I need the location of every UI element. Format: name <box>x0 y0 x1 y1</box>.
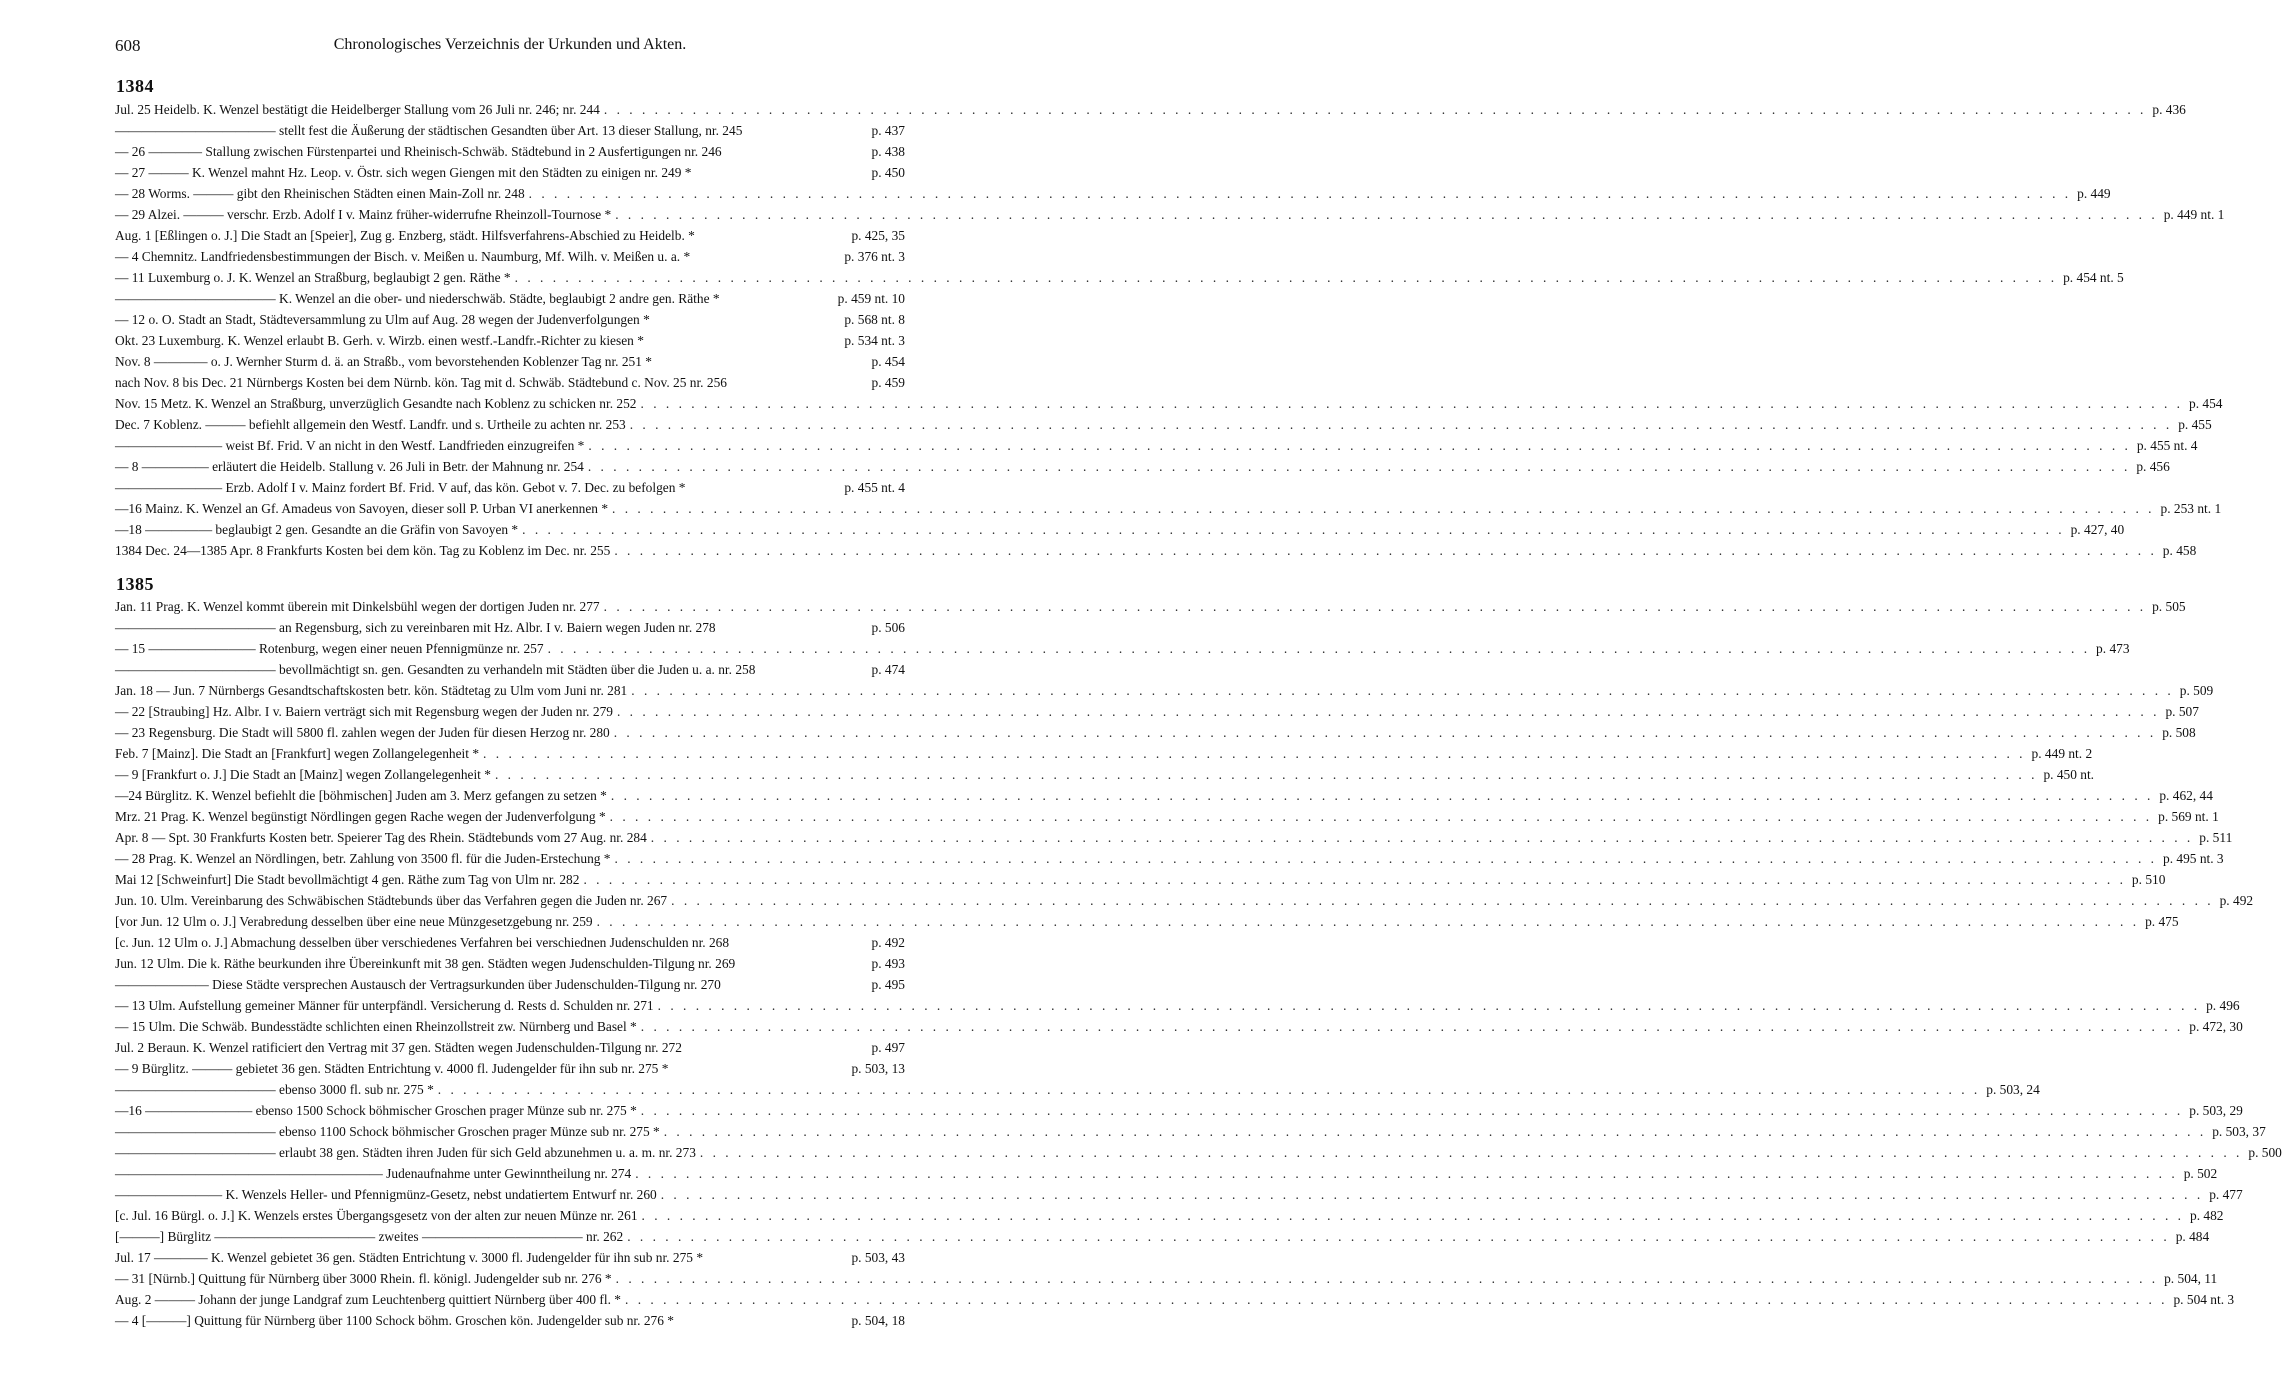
entry-text: ———————— weist Bf. Frid. V an nicht in den Westf. Landfrieden einzugreifen * <box>115 438 585 453</box>
year-heading: 1385 <box>116 574 154 594</box>
entry-line <box>115 456 2170 477</box>
page-reference: p. 253 nt. 1 <box>2160 501 2222 516</box>
entry-line <box>115 1100 2243 1121</box>
entry-text: ———————————— stellt fest die Äußerung der städtischen Gesandten über Art. 13 dieser Stallung, nr. 245 <box>115 123 743 138</box>
page-reference: p. 509 <box>2179 683 2214 698</box>
dot-leader <box>627 680 2173 701</box>
entry-line <box>115 743 2093 764</box>
dot-leader <box>667 890 2213 911</box>
dot-leader <box>638 1205 2184 1226</box>
page-reference: p. 495 <box>871 977 905 992</box>
page-reference: p. 449 <box>2077 186 2111 201</box>
page-reference: p. 493 <box>871 956 905 971</box>
page-number: 608 <box>115 36 141 55</box>
year-heading: 1384 <box>116 76 154 96</box>
entry-text: nach Nov. 8 bis Dec. 21 Nürnbergs Kosten bei dem Nürnb. kön. Tag mit d. Schwäb. Städtebund c. Nov. 25 nr. 256 <box>115 375 727 390</box>
entry-line <box>115 1226 2210 1247</box>
entry-line <box>115 932 905 953</box>
entry-text: — 12 o. O. Stadt an Stadt, Städteversammlung zu Ulm auf Aug. 28 wegen der Judenverfolgungen * <box>115 312 650 327</box>
entry-text: ———————————— ebenso 3000 fl. sub nr. 275 * <box>115 1082 434 1097</box>
dot-leader <box>579 869 2125 890</box>
entry-line <box>115 1163 2218 1184</box>
entry-text: Jul. 2 Beraun. K. Wenzel ratificiert den Vertrag mit 37 gen. Städten wegen Judenschulden-Tilgung nr. 272 <box>115 1040 682 1055</box>
entry-line <box>115 141 905 162</box>
dot-leader <box>491 764 2037 785</box>
entry-line <box>115 1121 2266 1142</box>
dot-leader <box>621 1289 2167 1310</box>
dot-leader <box>626 414 2172 435</box>
entry-text: — 13 Ulm. Aufstellung gemeiner Männer für unterpfändl. Versicherung d. Rests d. Schulden nr. 271 <box>115 998 654 1013</box>
entry-line <box>115 204 2225 225</box>
entry-line <box>115 288 905 309</box>
entry-line <box>115 1184 2243 1205</box>
entry-text: Jul. 25 Heidelb. K. Wenzel bestätigt die Heidelberger Stallung vom 26 Juli nr. 246; nr. 244 <box>115 102 600 117</box>
entry-line <box>115 638 2130 659</box>
entry-line <box>115 722 2196 743</box>
page-reference: p. 507 <box>2165 704 2199 719</box>
page-reference: p. 504 nt. 3 <box>2173 1292 2235 1307</box>
page-reference: p. 510 <box>2131 872 2166 887</box>
entry-text: Okt. 23 Luxemburg. K. Wenzel erlaubt B. Gerh. v. Wirzb. einen westf.-Landfr.-Richter zu kiesen * <box>115 333 644 348</box>
page-reference: p. 503, 43 <box>851 1250 905 1265</box>
entry-line <box>115 1268 2218 1289</box>
page-reference: p. 504, 18 <box>851 1313 905 1328</box>
entry-text: [c. Jul. 16 Bürgl. o. J.] K. Wenzels erstes Übergangsgesetz von der alten zur neuen Münze nr. 261 <box>115 1208 638 1223</box>
entry-line <box>115 1289 2235 1310</box>
page-reference: p. 455 nt. 4 <box>2136 438 2198 453</box>
entry-list <box>115 99 2225 561</box>
entry-text: Nov. 15 Metz. K. Wenzel an Straßburg, unverzüglich Gesandte nach Koblenz zu schicken nr. 252 <box>115 396 637 411</box>
entry-text: Feb. 7 [Mainz]. Die Stadt an [Frankfurt] wegen Zollangelegenheit * <box>115 746 480 761</box>
entry-line <box>115 351 905 372</box>
entry-text: —16 Mainz. K. Wenzel an Gf. Amadeus von Savoyen, dieser soll P. Urban VI anerkennen * <box>115 501 609 516</box>
entry-line <box>115 596 2186 617</box>
entry-text: — 31 [Nürnb.] Quittung für Nürnberg über 3000 Rhein. fl. königl. Judengelder sub nr. 276 * <box>115 1271 612 1286</box>
entry-line <box>115 267 2124 288</box>
entry-line <box>115 1310 905 1331</box>
entry-line <box>115 414 2212 435</box>
entry-line <box>115 393 2223 414</box>
dot-leader <box>613 701 2159 722</box>
entry-text: — 4 [———] Quittung für Nürnberg über 1100 Schock böhm. Groschen kön. Judengelder sub nr. 276 * <box>115 1313 674 1328</box>
page-reference: p. 474 <box>871 662 905 677</box>
page-reference: p. 454 nt. 5 <box>2063 270 2124 285</box>
page-reference: p. 472, 30 <box>2189 1019 2243 1034</box>
page-reference: p. 569 nt. 1 <box>2158 809 2219 824</box>
page-reference: p. 459 nt. 10 <box>837 291 905 306</box>
entry-line <box>115 764 2095 785</box>
entry-line <box>115 1142 2282 1163</box>
entry-text: — 11 Luxemburg o. J. K. Wenzel an Straßburg, beglaubigt 2 gen. Räthe * <box>115 270 511 285</box>
entry-text: Jan. 18 — Jun. 7 Nürnbergs Gesandtschaftskosten betr. kön. Städtetag zu Ulm vom Juni nr. 281 <box>115 683 628 698</box>
entry-line <box>115 1205 2224 1226</box>
entry-text: — 9 [Frankfurt o. J.] Die Stadt an [Mainz] wegen Zollangelegenheit * <box>115 767 491 782</box>
dot-leader <box>696 1142 2242 1163</box>
entry-line <box>115 1247 905 1268</box>
entry-line <box>115 372 905 393</box>
entry-line <box>115 1037 905 1058</box>
page-reference: p. 492 <box>2219 893 2254 908</box>
dot-leader <box>593 911 2139 932</box>
dot-leader <box>654 995 2200 1016</box>
entry-line <box>115 1079 2040 1100</box>
page-reference: p. 568 nt. 8 <box>844 312 905 327</box>
entry-text: — 4 Chemnitz. Landfriedensbestimmungen der Bisch. v. Meißen u. Naumburg, Mf. Wilh. v. Meißen u. a. * <box>115 249 691 264</box>
entry-line <box>115 890 2254 911</box>
entry-line <box>115 477 905 498</box>
entry-line <box>115 680 2214 701</box>
page-reference: p. 475 <box>2145 914 2179 929</box>
page-reference: p. 462, 44 <box>2159 788 2213 803</box>
entry-text: Aug. 1 [Eßlingen o. J.] Die Stadt an [Speier], Zug g. Enzberg, städt. Hilfsverfahrens-Abschied zu Heidelb. * <box>115 228 695 243</box>
dot-leader <box>637 1016 2183 1037</box>
entry-line <box>115 540 2197 561</box>
page-reference: p. 502 <box>2183 1166 2218 1181</box>
entry-text: —24 Bürglitz. K. Wenzel befiehlt die [böhmischen] Juden am 3. Merz gefangen zu setzen * <box>115 788 607 803</box>
entry-text: ———————— Erzb. Adolf I v. Mainz fordert Bf. Frid. V auf, das kön. Gebot v. 7. Dec. zu befolgen * <box>115 480 686 495</box>
entry-line <box>115 974 905 995</box>
dot-leader <box>637 1100 2183 1121</box>
page-reference: p. 534 nt. 3 <box>844 333 905 348</box>
entry-text: ———————————————————— Judenaufnahme unter Gewinntheilung nr. 274 <box>115 1166 632 1181</box>
entry-text: — 28 Worms. ——— gibt den Rheinischen Städten einen Main-Zoll nr. 248 <box>115 186 525 201</box>
entry-line <box>115 701 2199 722</box>
dot-leader <box>623 1226 2169 1247</box>
page-reference: p. 454 <box>871 354 905 369</box>
dot-leader <box>631 1163 2177 1184</box>
page-reference: p. 437 <box>871 123 905 138</box>
entry-line <box>115 1058 905 1079</box>
entry-text: Apr. 8 — Spt. 30 Frankfurts Kosten betr. Speierer Tag des Rhein. Städtebunds vom 27 Aug. nr. 284 <box>115 830 647 845</box>
entry-line <box>115 246 905 267</box>
dot-leader <box>600 99 2146 120</box>
page-reference: p. 425, 35 <box>851 228 905 243</box>
dot-leader <box>479 743 2025 764</box>
page-reference: p. 492 <box>871 935 905 950</box>
entry-text: — 28 Prag. K. Wenzel an Nördlingen, betr. Zahlung von 3500 fl. für die Juden-Erstechung * <box>115 851 611 866</box>
page-reference: p. 456 <box>2136 459 2170 474</box>
page-reference: p. 505 <box>2152 599 2186 614</box>
entry-text: — 15 ———————— Rotenburg, wegen einer neuen Pfennigmünze nr. 257 <box>115 641 544 656</box>
entry-text: [c. Jun. 12 Ulm o. J.] Abmachung desselben über verschiedenes Verfahren bei verschiednen Judenschulden nr. 268 <box>115 935 730 950</box>
entry-text: Dec. 7 Koblenz. ——— befiehlt allgemein den Westf. Landfr. und s. Urtheile zu achten nr. 253 <box>115 417 626 432</box>
page-reference: p. 459 <box>871 375 905 390</box>
entry-text: ———————————— bevollmächtigt sn. gen. Gesandten zu verhandeln mit Städten über die Juden u. a. nr. 258 <box>115 662 756 677</box>
dot-leader <box>584 456 2130 477</box>
entry-line <box>115 659 905 680</box>
entry-text: ———————————— erlaubt 38 gen. Städten ihren Juden für sich Geld abzunehmen u. a. m. nr. 273 <box>115 1145 696 1160</box>
entry-line <box>115 120 905 141</box>
entry-line <box>115 806 2219 827</box>
entry-text: — 22 [Straubing] Hz. Albr. I v. Baiern verträgt sich mit Regensburg wegen der Juden nr. 279 <box>115 704 613 719</box>
page-reference: p. 500 <box>2248 1145 2282 1160</box>
entry-line <box>115 519 2125 540</box>
dot-leader <box>611 204 2157 225</box>
entry-text: [vor Jun. 12 Ulm o. J.] Verabredung desselben über eine neue Münzgesetzgebung nr. 259 <box>115 914 593 929</box>
entry-line <box>115 995 2240 1016</box>
dot-leader <box>584 435 2130 456</box>
dot-leader <box>610 722 2156 743</box>
page-reference: p. 504, 11 <box>2164 1271 2218 1286</box>
page-reference: p. 450 <box>871 165 905 180</box>
entry-text: Mrz. 21 Prag. K. Wenzel begünstigt Nördlingen gegen Rache wegen der Judenverfolgung * <box>115 809 606 824</box>
entry-line <box>115 617 905 638</box>
page-reference: p. 503, 24 <box>1986 1082 2040 1097</box>
page-reference: p. 449 nt. 2 <box>2031 746 2093 761</box>
entry-line <box>115 309 905 330</box>
dot-leader <box>544 638 2090 659</box>
entry-text: ———————————— ebenso 1100 Schock böhmischer Groschen prager Münze sub nr. 275 * <box>115 1124 660 1139</box>
entry-text: ——————— Diese Städte versprechen Austausch der Vertragsurkunden über Judenschulden-Tilgung nr. 270 <box>115 977 721 992</box>
entry-text: ———————— K. Wenzels Heller- und Pfennigmünz-Gesetz, nebst undatiertem Entwurf nr. 260 <box>115 1187 657 1202</box>
page-reference: p. 454 <box>2189 396 2223 411</box>
entry-text: Jul. 17 ———— K. Wenzel gebietet 36 gen. Städten Entrichtung v. 3000 fl. Judengelder für ihn sub nr. 275 * <box>115 1250 704 1265</box>
dot-leader <box>525 183 2071 204</box>
page-reference: p. 503, 13 <box>851 1061 905 1076</box>
entry-line <box>115 225 905 246</box>
page-reference: p. 495 nt. 3 <box>2163 851 2224 866</box>
entry-text: —18 ————— beglaubigt 2 gen. Gesandte an die Gräfin von Savoyen * <box>115 522 519 537</box>
page-header <box>115 36 905 60</box>
page-reference: p. 511 <box>2199 830 2233 845</box>
entry-line <box>115 848 2224 869</box>
entry-line <box>115 498 2222 519</box>
entry-text: —16 ———————— ebenso 1500 Schock böhmischer Groschen prager Münze sub nr. 275 * <box>115 1103 637 1118</box>
page-reference: p. 438 <box>871 144 905 159</box>
entry-text: Jun. 12 Ulm. Die k. Räthe beurkunden ihre Übereinkunft mit 38 gen. Städten wegen Judenschulden-Tilgung nr. 269 <box>115 956 736 971</box>
page-reference: p. 503, 37 <box>2212 1124 2266 1139</box>
entry-text: Nov. 8 ———— o. J. Wernher Sturm d. ä. an Straßb., vom bevorstehenden Koblenzer Tag nr. 251 * <box>115 354 652 369</box>
page-reference: p. 455 nt. 4 <box>844 480 905 495</box>
page-reference: p. 376 nt. 3 <box>844 249 905 264</box>
entry-text: — 29 Alzei. ——— verschr. Erzb. Adolf I v. Mainz früher-widerrufne Rheinzoll-Tournose * <box>115 207 612 222</box>
page-reference: p. 496 <box>2206 998 2240 1013</box>
page-reference: p. 508 <box>2162 725 2196 740</box>
entry-text: ———————————— K. Wenzel an die ober- und niederschwäb. Städte, beglaubigt 2 andre gen. Räthe * <box>115 291 720 306</box>
page-reference: p. 450 nt. <box>2043 767 2095 782</box>
dot-leader <box>647 827 2193 848</box>
entry-text: Aug. 2 ——— Johann der junge Landgraf zum Leuchtenberg quittiert Nürnberg über 400 fl. * <box>115 1292 621 1307</box>
entry-text: Jun. 10. Ulm. Vereinbarung des Schwäbischen Städtebunds über das Verfahren gegen die Juden nr. 267 <box>115 893 668 908</box>
page-reference: p. 436 <box>2152 102 2186 117</box>
page-reference: p. 484 <box>2175 1229 2210 1244</box>
dot-leader <box>600 596 2146 617</box>
entry-line <box>115 183 2111 204</box>
entry-list <box>115 596 2282 1331</box>
entry-text: 1384 Dec. 24—1385 Apr. 8 Frankfurts Kosten bei dem kön. Tag zu Koblenz im Dec. nr. 255 <box>115 543 611 558</box>
dot-leader <box>612 1268 2158 1289</box>
page-reference: p. 503, 29 <box>2189 1103 2243 1118</box>
dot-leader <box>610 540 2156 561</box>
dot-leader <box>637 393 2183 414</box>
entry-text: — 27 ——— K. Wenzel mahnt Hz. Leop. v. Östr. sich wegen Giengen mit den Städten zu einigen nr. 249 * <box>115 165 692 180</box>
entry-text: ———————————— an Regensburg, sich zu vereinbaren mit Hz. Albr. I v. Baiern wegen Juden nr. 278 <box>115 620 716 635</box>
entry-line <box>115 785 2213 806</box>
entry-text: Mai 12 [Schweinfurt] Die Stadt bevollmächtigt 4 gen. Räthe zum Tag von Ulm nr. 282 <box>115 872 580 887</box>
dot-leader <box>608 498 2154 519</box>
entry-text: — 15 Ulm. Die Schwäb. Bundesstädte schlichten einen Rheinzollstreit zw. Nürnberg und Basel * <box>115 1019 637 1034</box>
dot-leader <box>660 1121 2206 1142</box>
dot-leader <box>657 1184 2203 1205</box>
entry-line <box>115 1016 2243 1037</box>
entry-line <box>115 911 2179 932</box>
page-reference: p. 506 <box>871 620 905 635</box>
dot-leader <box>607 785 2153 806</box>
page-reference: p. 473 <box>2096 641 2130 656</box>
entry-line <box>115 869 2166 890</box>
entry-line <box>115 435 2198 456</box>
running-title: Chronologisches Verzeichnis der Urkunden und Akten. <box>333 36 687 53</box>
entry-line <box>115 99 2186 120</box>
entry-line <box>115 953 905 974</box>
entry-text: — 8 ————— erläutert die Heidelb. Stallung v. 26 Juli in Betr. der Mahnung nr. 254 <box>115 459 584 474</box>
entry-text: — 26 ———— Stallung zwischen Fürstenpartei und Rheinisch-Schwäb. Städtebund in 2 Ausfertigungen nr. 246 <box>115 144 722 159</box>
entry-line <box>115 827 2233 848</box>
entry-text: [———] Bürglitz ———————————— zweites ———————————— nr. 262 <box>115 1229 624 1244</box>
entry-line <box>115 330 905 351</box>
page-reference: p. 427, 40 <box>2070 522 2125 537</box>
page-reference: p. 458 <box>2162 543 2197 558</box>
entry-text: — 23 Regensburg. Die Stadt will 5800 fl. zahlen wegen der Juden für diesen Herzog nr. 280 <box>115 725 610 740</box>
entry-text: Jan. 11 Prag. K. Wenzel kommt überein mit Dinkelsbühl wegen der dortigen Juden nr. 277 <box>115 599 600 614</box>
dot-leader <box>518 519 2064 540</box>
page-reference: p. 449 nt. 1 <box>2163 207 2225 222</box>
entry-line <box>115 162 905 183</box>
dot-leader <box>611 848 2157 869</box>
dot-leader <box>511 267 2057 288</box>
page-reference: p. 455 <box>2178 417 2212 432</box>
dot-leader <box>434 1079 1980 1100</box>
dot-leader <box>606 806 2152 827</box>
page-reference: p. 497 <box>871 1040 905 1055</box>
page-reference: p. 477 <box>2209 1187 2243 1202</box>
entry-text: — 9 Bürglitz. ——— gebietet 36 gen. Städten Entrichtung v. 4000 fl. Judengelder für ihn sub nr. 275 * <box>115 1061 669 1076</box>
page-reference: p. 482 <box>2190 1208 2224 1223</box>
